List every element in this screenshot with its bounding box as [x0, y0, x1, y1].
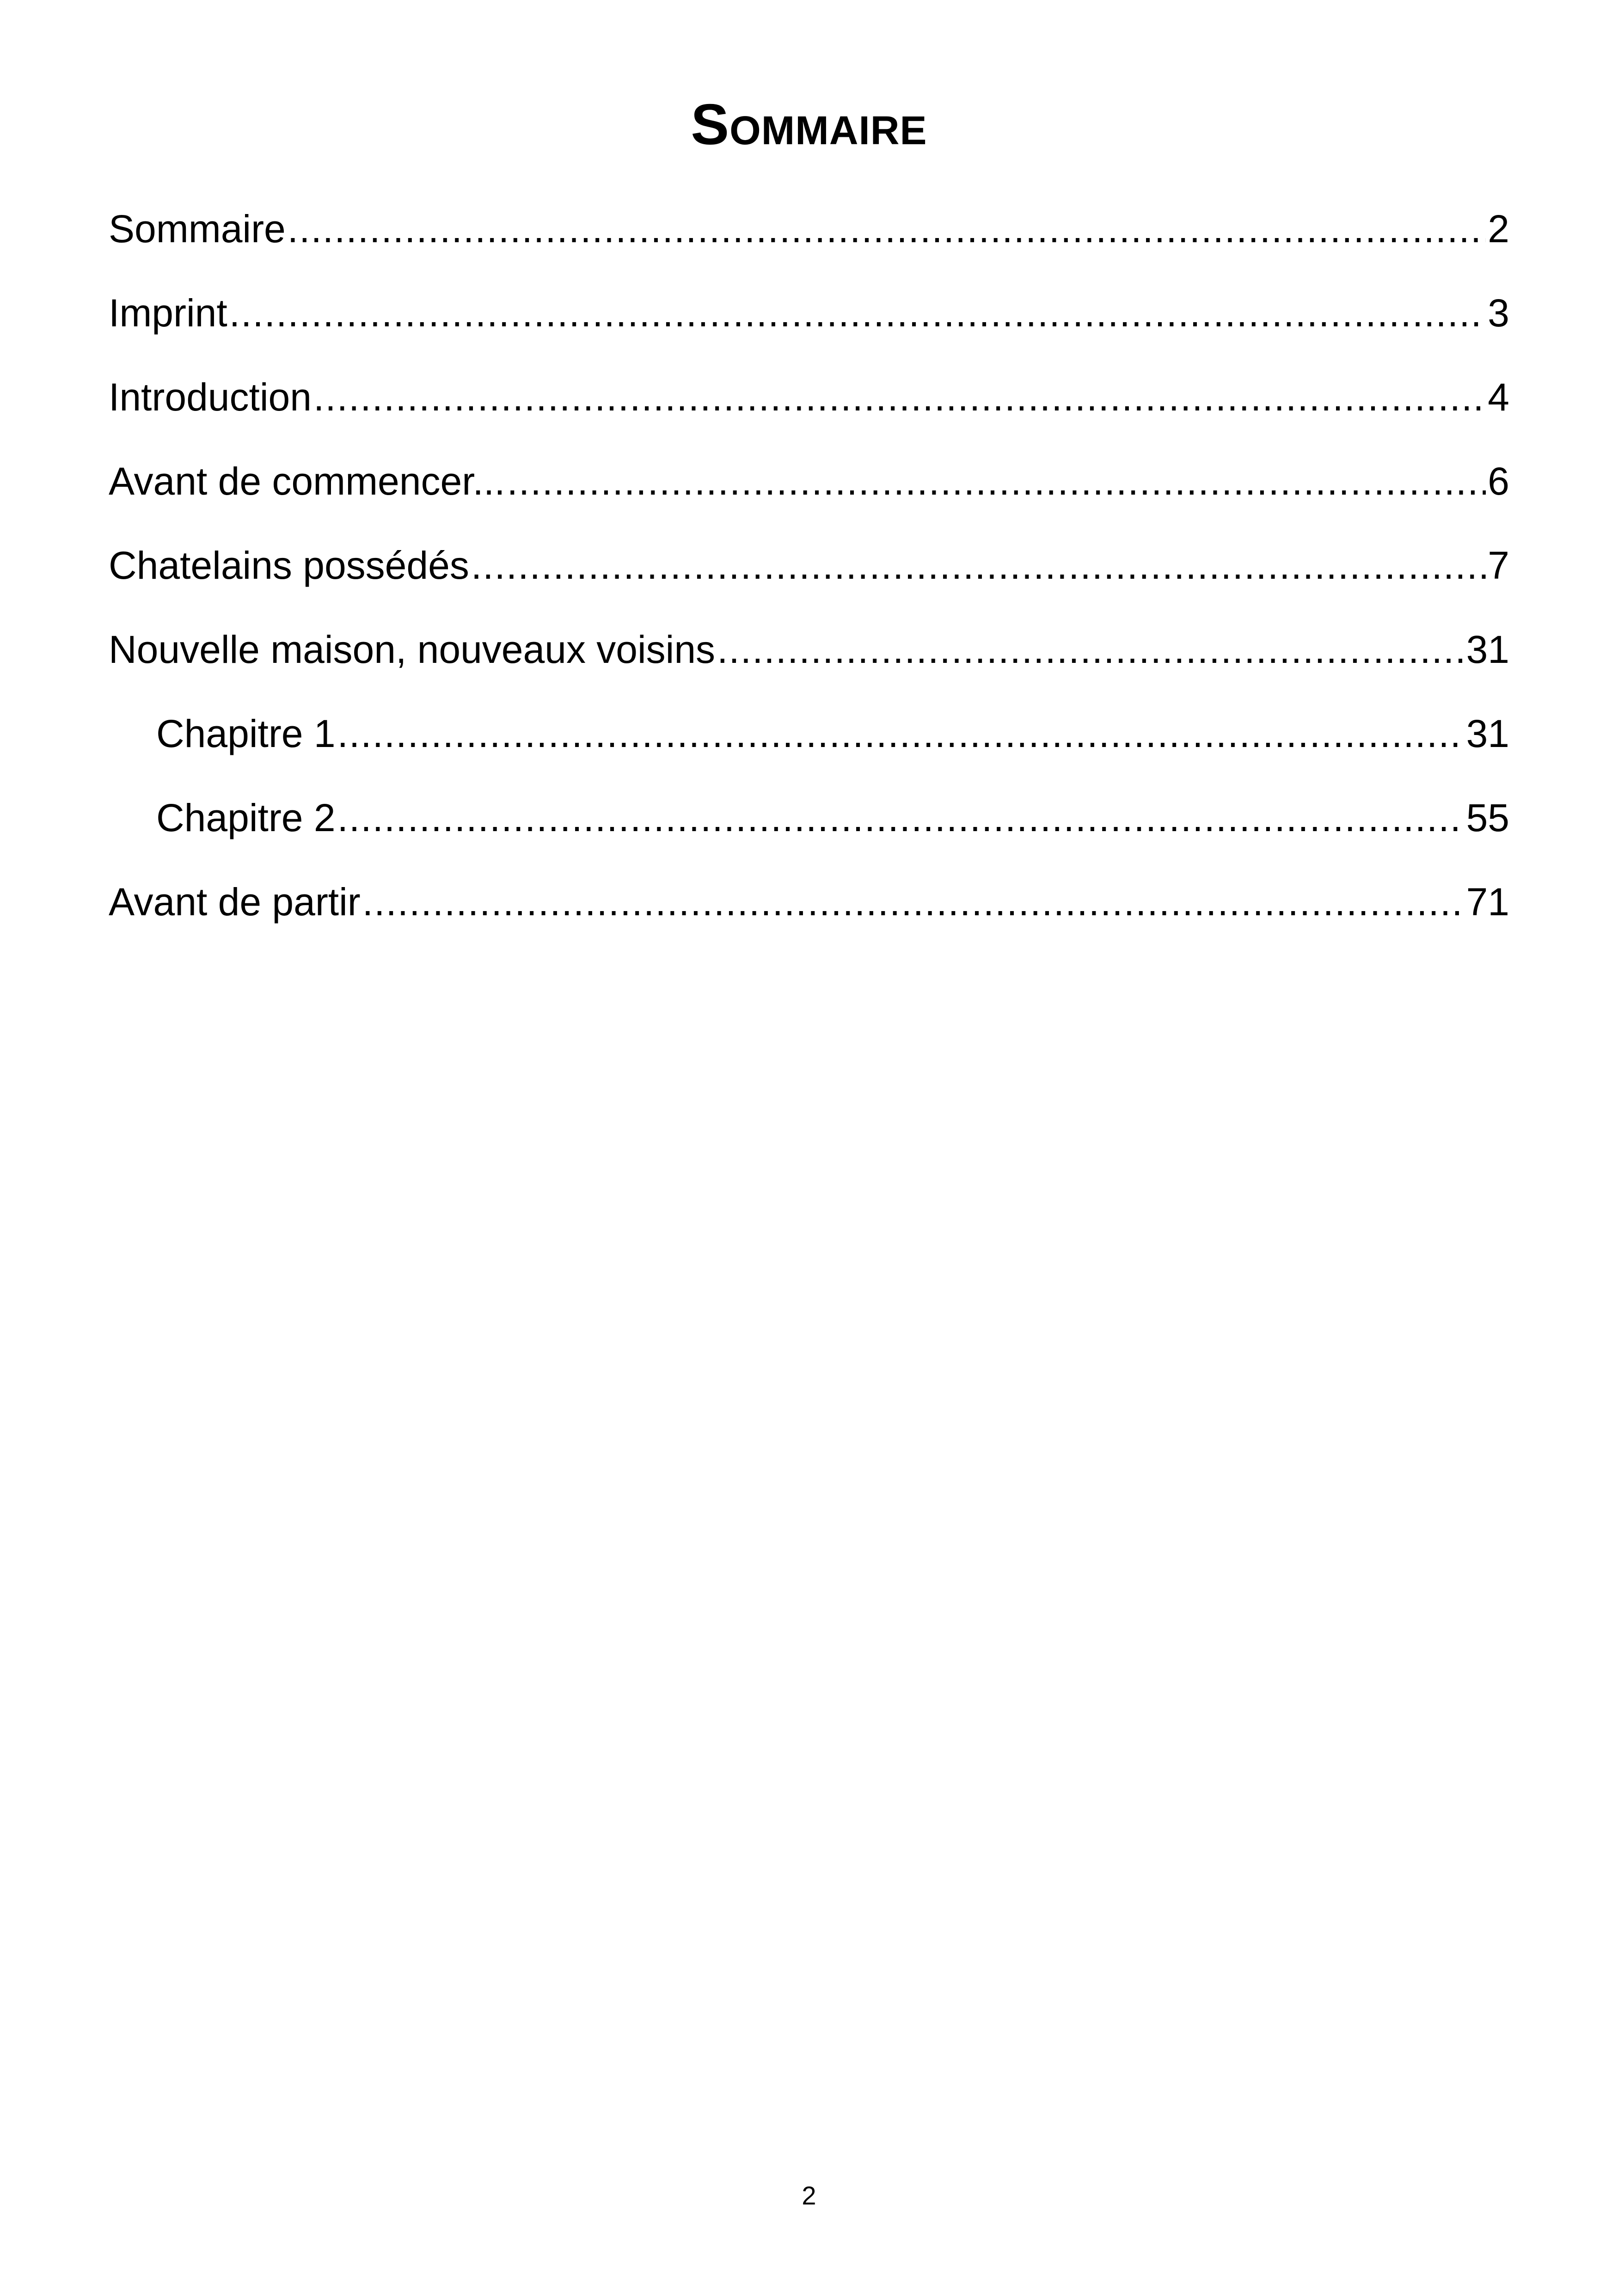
toc-entry-imprint[interactable] — [109, 283, 1509, 367]
toc-entry-page: 31 — [1466, 628, 1509, 671]
toc-dot-leader — [337, 704, 1465, 764]
page-title: Sommaire — [691, 93, 927, 157]
toc-dot-leader — [717, 619, 1465, 680]
toc-dot-leader — [313, 367, 1486, 427]
toc-dot-leader — [362, 872, 1465, 932]
toc-entry-avant-de-partir[interactable] — [109, 872, 1509, 956]
toc-entry-label: Nouvelle maison, nouveaux voisins — [109, 628, 716, 671]
toc-entry-chapitre-1[interactable] — [109, 704, 1509, 788]
toc-entry-page: 3 — [1488, 291, 1509, 335]
toc-entry-label: Chatelains possédés — [109, 544, 469, 587]
toc-entry-page: 55 — [1466, 796, 1509, 839]
toc-entry-chatelains-possedes[interactable] — [109, 535, 1509, 619]
toc-entry-nouvelle-maison[interactable] — [109, 619, 1509, 704]
toc-entry-page: 71 — [1466, 880, 1509, 924]
toc-dot-leader — [337, 788, 1465, 848]
toc-entry-introduction[interactable] — [109, 367, 1509, 451]
toc-entry-page: 31 — [1466, 712, 1509, 755]
toc-entry-label: Avant de partir — [109, 880, 361, 924]
page-number: 2 — [802, 2181, 816, 2210]
toc-entry-label: Imprint — [109, 291, 227, 335]
toc-entry-label: Sommaire — [109, 207, 286, 251]
toc-entry-chapitre-2[interactable] — [109, 788, 1509, 872]
toc-dot-leader — [288, 199, 1486, 259]
toc-entry-label: Introduction — [109, 375, 312, 419]
toc-entry-page: 4 — [1488, 375, 1509, 419]
toc-entry-label: Chapitre 1 — [156, 712, 336, 755]
table-of-contents — [109, 199, 1509, 956]
toc-entry-sommaire[interactable] — [109, 199, 1509, 283]
toc-entry-avant-de-commencer[interactable] — [109, 451, 1509, 535]
toc-entry-label: Chapitre 2 — [156, 796, 336, 839]
toc-entry-page: 6 — [1488, 459, 1509, 503]
toc-dot-leader — [507, 451, 1486, 511]
toc-entry-label: Avant de commencer... — [109, 459, 505, 503]
toc-dot-leader — [471, 535, 1486, 595]
toc-entry-page: 2 — [1488, 207, 1509, 251]
toc-dot-leader — [229, 283, 1486, 343]
toc-entry-page: 7 — [1488, 544, 1509, 587]
